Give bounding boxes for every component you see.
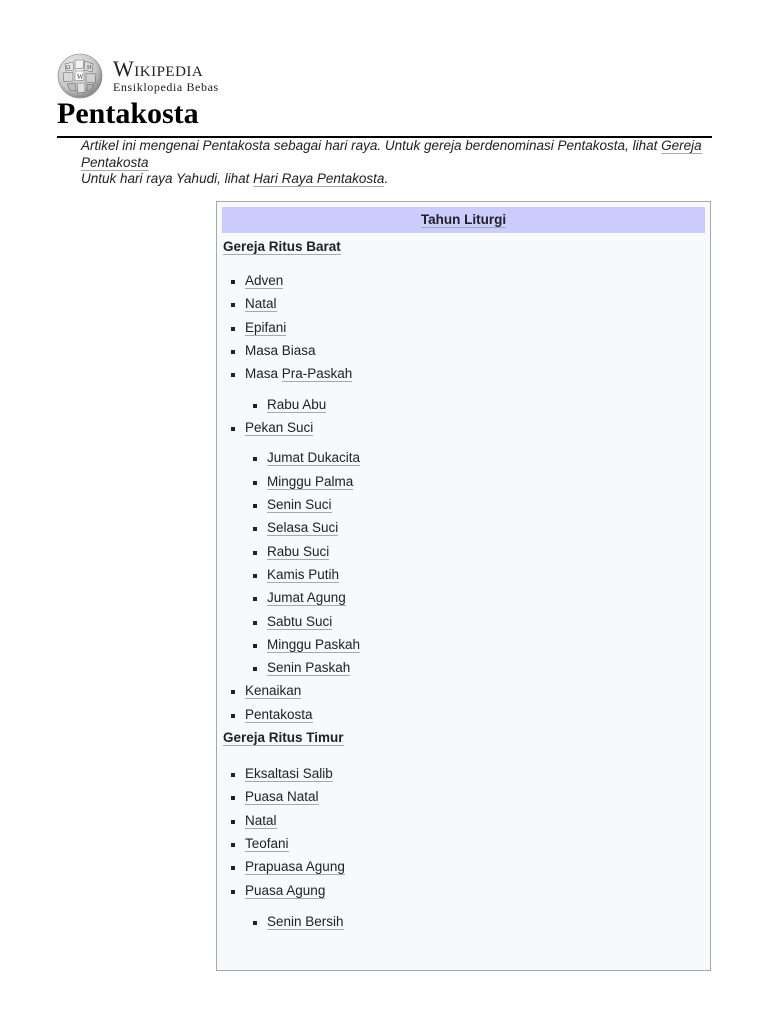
great-lent-sub-list — [217, 914, 710, 930]
list-item — [217, 614, 710, 630]
kenaikan-link[interactable]: Kenaikan — [245, 683, 302, 699]
wikipedia-wordmark[interactable]: Wikipedia — [113, 56, 204, 81]
list-item — [217, 789, 710, 805]
hatnote-period: . — [384, 171, 389, 186]
hatnote-line-1 — [81, 138, 711, 171]
list-item-prefix: Masa — [245, 366, 279, 382]
senin-suci-link[interactable]: Senin Suci — [267, 497, 332, 513]
gereja-pentakosta-link[interactable]: Gereja Pentakosta — [81, 138, 702, 170]
western-rite-list-end — [217, 683, 710, 722]
list-item — [217, 766, 710, 782]
minggu-palma-link[interactable]: Minggu Palma — [267, 473, 354, 489]
western-rite-link[interactable]: Gereja Ritus Barat — [223, 239, 341, 254]
infobox-title-link[interactable]: Tahun Liturgi — [420, 212, 507, 227]
list-item — [217, 366, 710, 382]
teofani-link[interactable]: Teofani — [245, 835, 289, 851]
list-item — [217, 813, 710, 829]
epifani-link[interactable]: Epifani — [245, 319, 287, 335]
kamis-putih-link[interactable]: Kamis Putih — [267, 566, 340, 582]
senin-paskah-link[interactable]: Senin Paskah — [267, 660, 351, 676]
natal-link[interactable]: Natal — [245, 296, 277, 312]
hari-raya-pentakosta-link[interactable]: Hari Raya Pentakosta — [253, 171, 385, 186]
list-item — [217, 420, 710, 436]
masa-biasa-label: Masa Biasa — [245, 342, 316, 358]
minggu-paskah-link[interactable]: Minggu Paskah — [267, 636, 361, 652]
hatnote-text: Untuk hari raya Yahudi, lihat — [81, 171, 250, 186]
list-item — [217, 590, 710, 606]
svg-text:W: W — [77, 73, 84, 81]
list-item — [217, 836, 710, 852]
list-item — [217, 273, 710, 289]
list-item — [217, 859, 710, 875]
list-item — [217, 343, 710, 359]
eastern-rite-list — [217, 766, 710, 898]
holy-week-sub-list — [217, 450, 710, 676]
jumat-dukacita-link[interactable]: Jumat Dukacita — [267, 450, 361, 466]
list-item — [217, 520, 710, 536]
pekan-suci-link[interactable]: Pekan Suci — [245, 420, 314, 436]
list-item — [217, 497, 710, 513]
holy-week-list — [217, 420, 710, 436]
hatnote-text: Artikel ini mengenai Pentakosta sebagai hari raya. Untuk gereja berdenominasi Pentakosta, lihat — [81, 138, 658, 153]
infobox-header — [222, 207, 705, 233]
list-item — [217, 320, 710, 336]
liturgical-year-infobox — [216, 201, 711, 971]
site-tagline: Ensiklopedia Bebas — [113, 80, 219, 94]
eksaltasi-salib-link[interactable]: Eksaltasi Salib — [245, 766, 333, 782]
prapuasa-agung-link[interactable]: Prapuasa Agung — [245, 859, 345, 875]
svg-text:И: И — [87, 65, 92, 71]
list-item — [217, 397, 710, 413]
list-item — [217, 296, 710, 312]
list-item — [217, 883, 710, 899]
hatnote — [81, 138, 711, 188]
lent-sub-list — [217, 397, 710, 413]
page-title: Pentakosta — [57, 97, 199, 130]
western-rite-heading — [223, 239, 710, 255]
eastern-rite-heading — [223, 730, 710, 746]
puasa-natal-link[interactable]: Puasa Natal — [245, 789, 319, 805]
adven-link[interactable]: Adven — [245, 273, 284, 288]
sabtu-suci-link[interactable]: Sabtu Suci — [267, 613, 333, 629]
pentakosta-link[interactable]: Pentakosta — [245, 706, 313, 722]
hatnote-line-2 — [81, 171, 711, 188]
eastern-rite-link[interactable]: Gereja Ritus Timur — [223, 730, 344, 746]
pra-paskah-link[interactable]: Pra-Paskah — [281, 366, 353, 382]
list-item — [217, 707, 710, 723]
list-item — [217, 474, 710, 490]
list-item — [217, 637, 710, 653]
list-item — [217, 914, 710, 930]
puasa-agung-link[interactable]: Puasa Agung — [245, 882, 326, 898]
list-item — [217, 567, 710, 583]
list-item — [217, 683, 710, 699]
svg-text:Ω: Ω — [66, 65, 71, 71]
list-item — [217, 660, 710, 676]
western-lent-list — [217, 366, 710, 382]
rabu-abu-link[interactable]: Rabu Abu — [267, 397, 327, 413]
selasa-suci-link[interactable]: Selasa Suci — [267, 520, 339, 536]
list-item — [217, 544, 710, 560]
list-item — [217, 450, 710, 466]
natal-link[interactable]: Natal — [245, 812, 277, 828]
rabu-suci-link[interactable]: Rabu Suci — [267, 543, 330, 559]
western-rite-list — [217, 273, 710, 359]
senin-bersih-link[interactable]: Senin Bersih — [267, 913, 344, 929]
jumat-agung-link[interactable]: Jumat Agung — [267, 590, 346, 606]
